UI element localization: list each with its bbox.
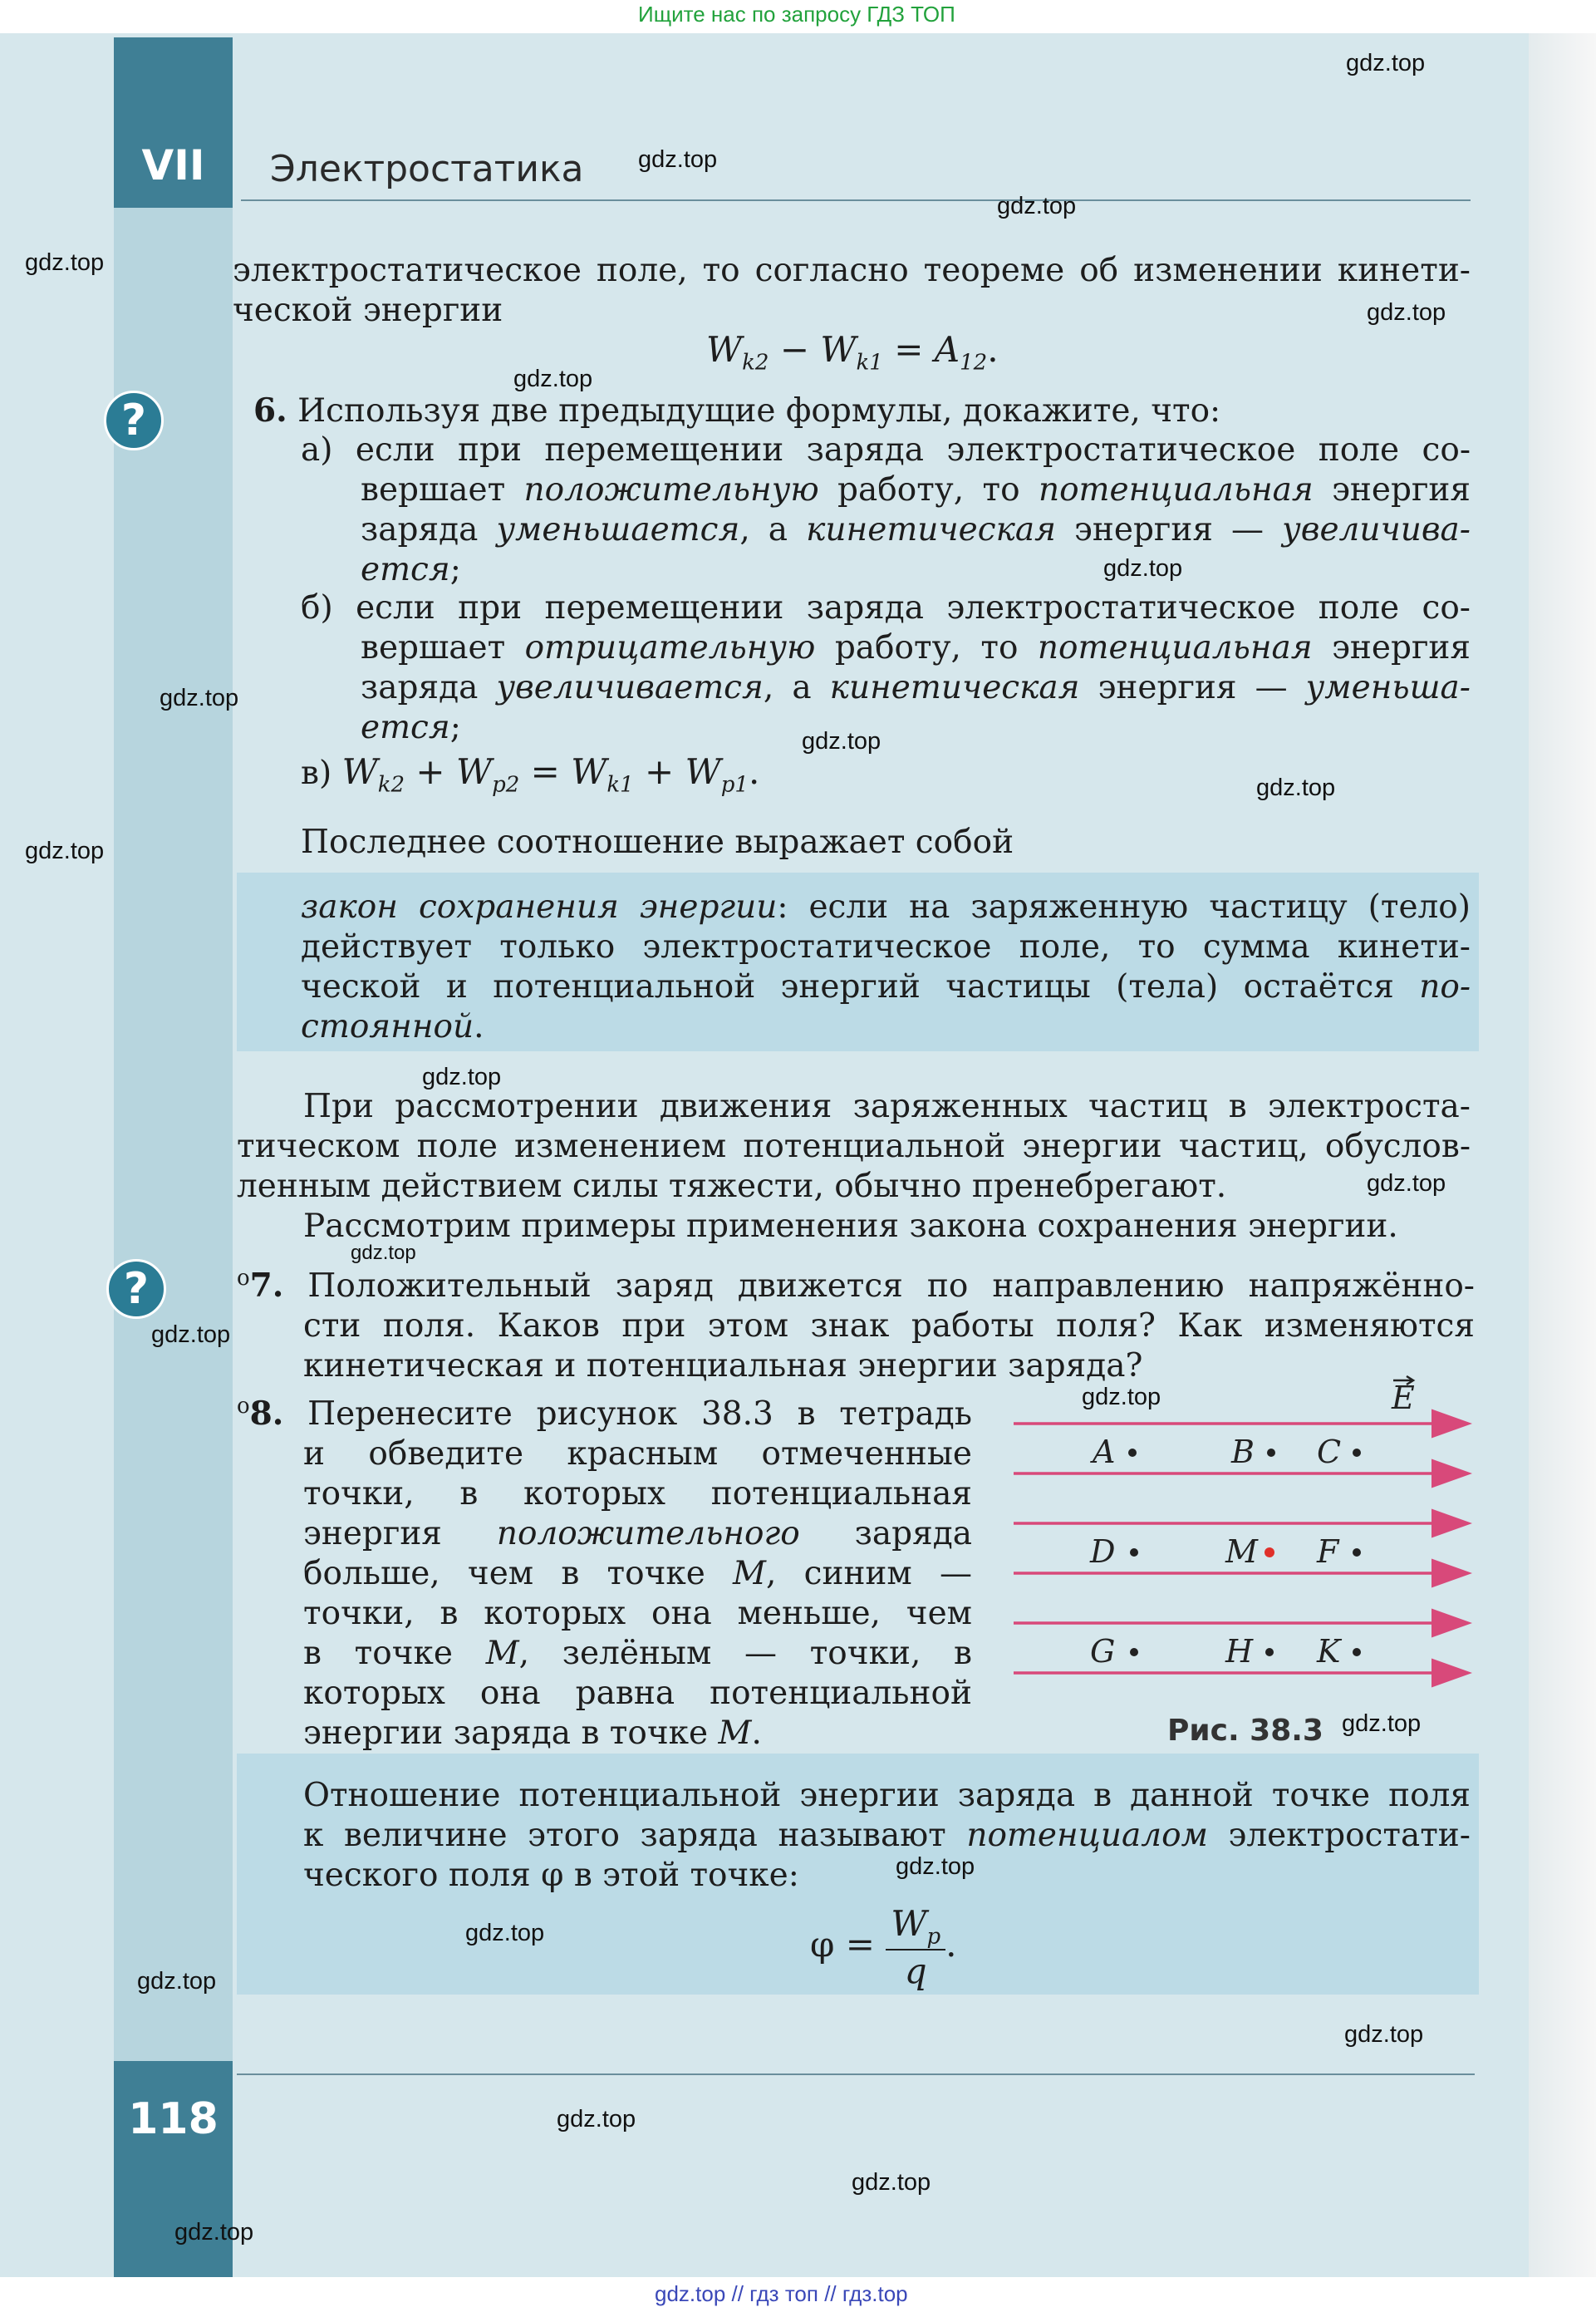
side-margin-tab	[114, 37, 233, 2277]
point-k	[1353, 1648, 1361, 1656]
watermark: gdz.top	[802, 728, 881, 755]
watermark: gdz.top	[852, 2169, 931, 2196]
watermark: gdz.top	[1346, 50, 1426, 76]
watermark: gdz.top	[137, 1968, 217, 1995]
watermark: gdz.top	[1344, 2021, 1424, 2048]
page-number: 118	[114, 2061, 233, 2277]
point-a	[1128, 1449, 1137, 1457]
point-h	[1265, 1648, 1274, 1656]
page-edge-shadow	[1529, 33, 1596, 2277]
point-label-b: B	[1231, 1434, 1255, 1470]
field-vector-label: E	[1392, 1380, 1415, 1416]
chapter-number: VII	[114, 37, 233, 208]
bottom-banner[interactable]: gdz.top // гдз топ // гдз.top	[655, 2281, 908, 2306]
potential-formula: φ = $\frac{W_p}{q}$ .	[810, 1903, 957, 1992]
question-icon: ?	[104, 391, 164, 450]
point-label-d: D	[1090, 1533, 1116, 1570]
figure-caption: Рис. 38.3	[1167, 1714, 1323, 1748]
watermark: gdz.top	[1082, 1384, 1161, 1410]
question-8: $^о$8. Перенесите рисунок 38.3 в тетрадь и обведите красным отмеченные точки, в которых потенциальная энергия положительного заряда больше, чем в точке M, синим — точки, в которых она меньше, чем в точке M, зелёным — точки, в которых она равна потенциальной энергии заряда в точке M.	[237, 1394, 973, 1752]
watermark: gdz.top	[1103, 555, 1183, 582]
point-label-h: H	[1225, 1633, 1254, 1670]
point-label-f: F	[1317, 1533, 1339, 1570]
kinetic-energy-theorem-formula: $W_{k2} - W_{k1} = A_{12}$.	[706, 329, 999, 376]
intro-paragraph	[233, 251, 1471, 331]
point-f	[1353, 1548, 1361, 1557]
question-6-item-c: в) $W_{k2} + W_{p2} = W_{k1} + W_{p1}$.	[301, 751, 760, 798]
watermark: gdz.top	[465, 1920, 545, 1946]
watermark: gdz.top	[896, 1853, 975, 1880]
watermark: gdz.top	[25, 838, 105, 864]
point-label-k: K	[1317, 1633, 1341, 1670]
potential-definition: Отношение потенциальной энергии заряда в данной точке поля к величине этого заряда называют потенциалом электростати- ческого поля φ в этой точке:	[303, 1777, 1471, 1894]
question-icon: ?	[106, 1259, 166, 1319]
question-6	[253, 391, 1471, 431]
watermark: gdz.top	[422, 1064, 502, 1090]
law-intro: Последнее соотношение выражает собой	[301, 824, 1014, 861]
watermark: gdz.top	[25, 249, 105, 276]
question-6-item-b: б) если при перемещении заряда электростатическое поле со- вершает отрицательную работу, то потенциальная энергия заряда увеличивается, а кинетическая энергия — уменьша- ется;	[301, 589, 1471, 746]
watermark: gdz.top	[160, 685, 239, 711]
top-banner[interactable]: Ищите нас по запросу ГДЗ ТОП	[638, 2, 955, 27]
watermark: gdz.top	[174, 2219, 254, 2246]
law-of-energy-conservation: закон сохранения энергии: если на заряженную частицу (тело) действует только электростатическое поле, то сумма кинети- ческой и потенциальной энергий частицы (тела) остаётся по- стоянной.	[301, 888, 1471, 1045]
watermark: gdz.top	[997, 193, 1077, 219]
watermark: gdz.top	[1367, 1170, 1446, 1197]
watermark: gdz.top	[351, 1242, 416, 1264]
intro-line-1: электростатическое поле, то согласно теореме об изменении кинети-	[233, 252, 1471, 289]
watermark: gdz.top	[1367, 299, 1446, 326]
question-6-lead: 6. Используя две предыдущие формулы, докажите, что:	[253, 391, 1221, 430]
point-m	[1265, 1547, 1274, 1557]
footer-rule	[237, 2073, 1475, 2075]
point-label-a: A	[1093, 1434, 1116, 1470]
watermark: gdz.top	[151, 1321, 231, 1348]
header-rule	[241, 199, 1471, 201]
watermark: gdz.top	[557, 2106, 636, 2132]
point-label-m: M	[1225, 1533, 1258, 1570]
point-label-g: G	[1090, 1633, 1116, 1670]
paragraph-examples: Рассмотрим примеры применения закона сохранения энергии.	[303, 1208, 1398, 1245]
question-6-item-a: а) если при перемещении заряда электростатическое поле со- вершает положительную работу, то потенциальная энергия заряда уменьшается, а кинетическая энергия — увеличива- ется;	[301, 431, 1471, 588]
watermark: gdz.top	[1256, 775, 1336, 801]
point-c	[1353, 1449, 1361, 1457]
figure-38-3	[1014, 1375, 1479, 1691]
paragraph-gravity-neglect: При рассмотрении движения заряженных частиц в электроста- тическом поле изменением потенциальной энергии частиц, обуслов- ленным действием силы тяжести, обычно пренебрегают.	[237, 1088, 1471, 1205]
chapter-title: Электростатика	[270, 148, 584, 190]
point-d	[1130, 1548, 1138, 1557]
watermark: gdz.top	[1342, 1710, 1422, 1737]
watermark: gdz.top	[638, 146, 718, 173]
point-g	[1130, 1648, 1138, 1656]
watermark: gdz.top	[513, 366, 593, 392]
intro-line-2: ческой энергии	[233, 292, 503, 329]
point-label-c: C	[1317, 1434, 1342, 1470]
question-7: $^о$7. Положительный заряд движется по направлению напряжённо- сти поля. Каков при этом знак работы поля? Как изменяются кинетическая и потенциальная энергии заряда?	[237, 1266, 1475, 1385]
point-b	[1267, 1449, 1275, 1457]
